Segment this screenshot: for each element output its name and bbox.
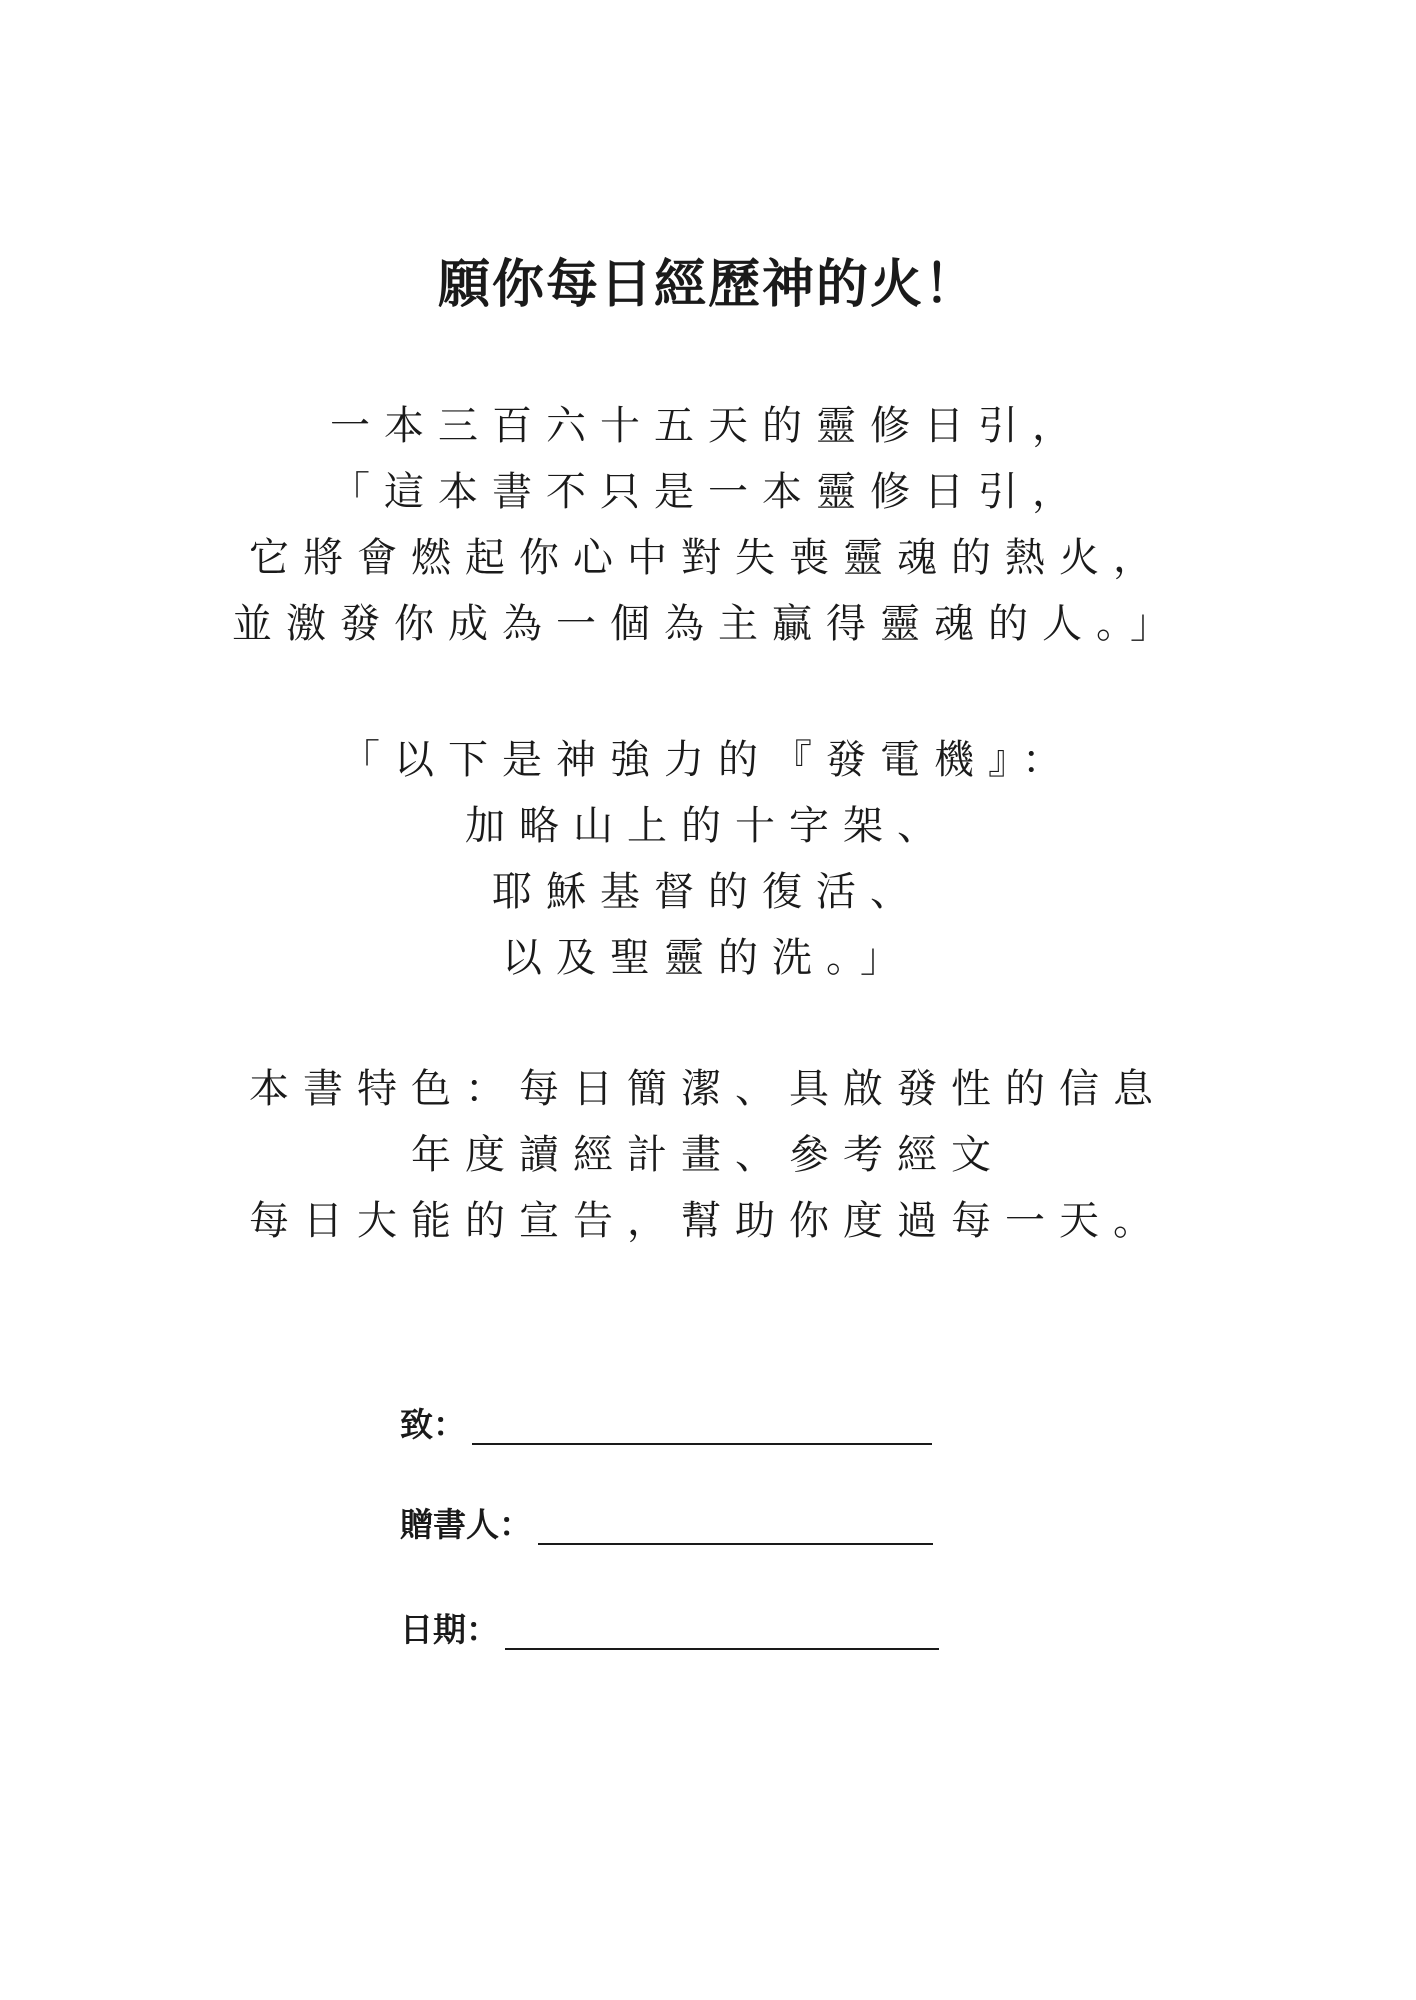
giver-blank-line[interactable] bbox=[538, 1509, 933, 1545]
generators-line: 「以下是神強力的『發電機』： bbox=[340, 737, 1076, 783]
intro-line: 並激發你成為一個為主贏得靈魂的人。」 bbox=[232, 601, 1184, 647]
to-label: 致： bbox=[400, 1405, 466, 1444]
features-line: 年度讀經計畫、參考經文 bbox=[411, 1132, 1005, 1178]
to-blank-line[interactable] bbox=[472, 1409, 932, 1445]
page-title: 願你每日經歷神的火！ bbox=[437, 253, 978, 315]
giver-label: 贈書人： bbox=[400, 1505, 532, 1544]
intro-line: 「這本書不只是一本靈修日引， bbox=[330, 469, 1086, 515]
features-line: 本書特色：每日簡潔、具啟發性的信息 bbox=[249, 1066, 1167, 1112]
date-row bbox=[400, 1600, 939, 1650]
features-paragraph bbox=[0, 1056, 1416, 1254]
giver-row bbox=[400, 1495, 933, 1545]
to-row bbox=[400, 1395, 932, 1445]
generators-line: 加略山上的十字架、 bbox=[465, 803, 951, 849]
intro-line: 一本三百六十五天的靈修日引， bbox=[330, 403, 1086, 449]
date-label: 日期： bbox=[400, 1610, 499, 1649]
generators-paragraph bbox=[0, 727, 1416, 991]
intro-line: 它將會燃起你心中對失喪靈魂的熱火， bbox=[249, 535, 1167, 581]
generators-line: 耶穌基督的復活、 bbox=[492, 869, 924, 915]
date-blank-line[interactable] bbox=[505, 1614, 939, 1650]
intro-paragraph bbox=[0, 393, 1416, 657]
generators-line: 以及聖靈的洗。」 bbox=[502, 935, 914, 981]
features-line: 每日大能的宣告，幫助你度過每一天。 bbox=[249, 1198, 1167, 1244]
